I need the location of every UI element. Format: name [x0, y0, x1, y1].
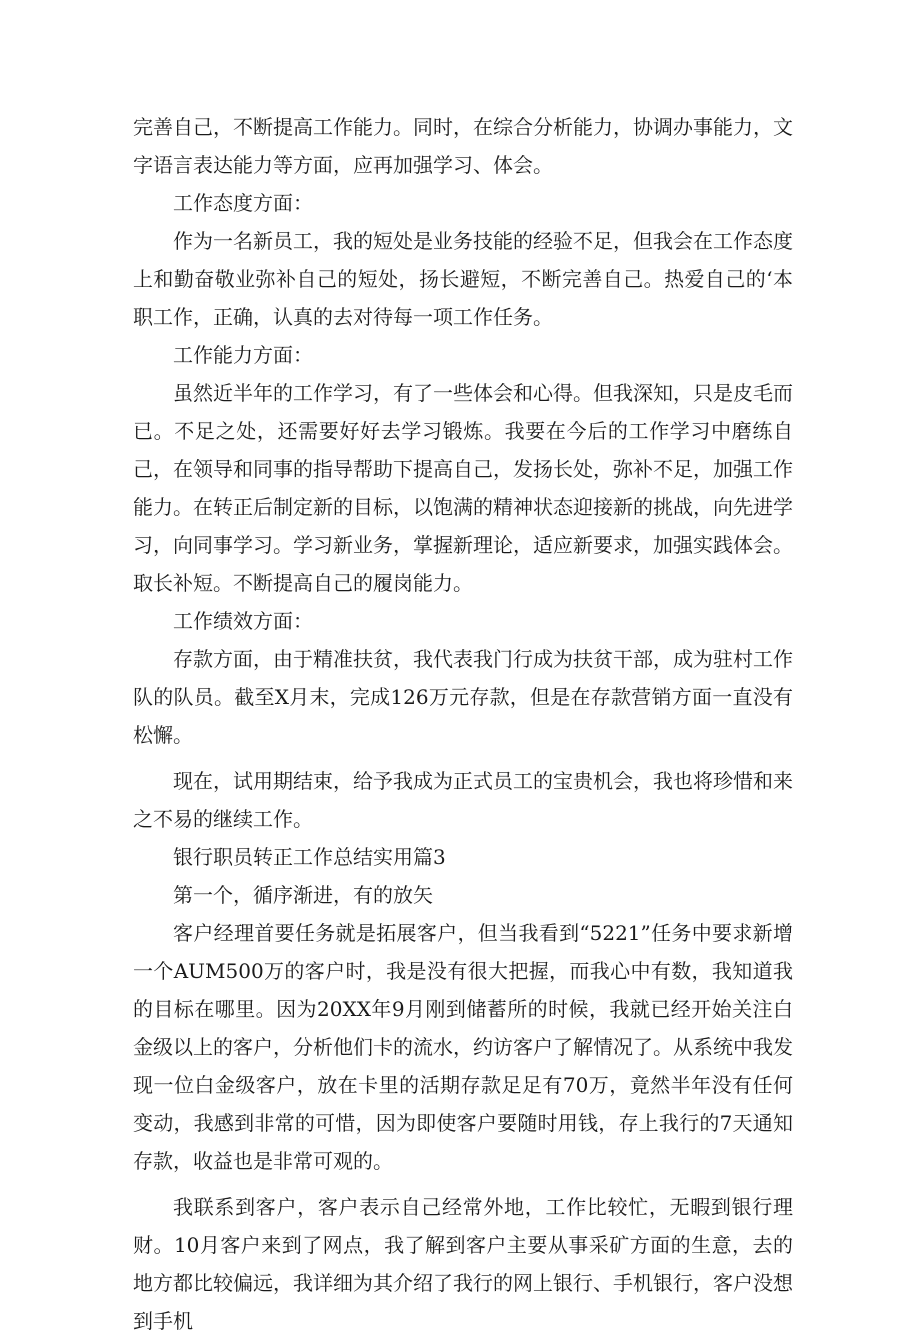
section-heading-ability: 工作能力方面：: [173, 343, 313, 367]
paragraph-customer-expansion: 客户经理首要任务就是拓展客户，但当我看到“5221”任务中要求新增一个AUM500万的客户时，我是没有很大把握，而我心中有数，我知道我的目标在哪里。因为20XX年9月刚到储蓄所的时候，我就已经开始关注白金级以上的客户，分析他们卡的流水，约访客户了解情况了。从系统中我发现一位白金级客户，放在卡里的活期存款足足有70万，竟然半年没有任何变动，我感到非常的可惜，因为即使客户要随时用钱，存上我行的7天通知存款，收益也是非常可观的。: [133, 921, 793, 1173]
paragraph-attitude: 作为一名新员工，我的短处是业务技能的经验不足，但我会在工作态度上和勤奋敬业弥补自己的短处，扬长避短，不断完善自己。热爱自己的‘本职工作，正确，认真的去对待每一项工作任务。: [133, 229, 793, 329]
paragraph-continued: 完善自己，不断提高工作能力。同时，在综合分析能力，协调办事能力，文字语言表达能力等方面，应再加强学习、体会。: [133, 115, 793, 177]
paragraph-performance: 存款方面，由于精准扶贫，我代表我门行成为扶贫干部，成为驻村工作队的队员。截至X月末，完成126万元存款，但是在存款营销方面一直没有松懈。: [133, 647, 793, 747]
section-heading-performance: 工作绩效方面：: [173, 609, 313, 633]
section-heading-attitude: 工作态度方面：: [173, 191, 313, 215]
document-body: [133, 108, 793, 1340]
subsection-heading-first: 第一个，循序渐进，有的放矢: [173, 883, 433, 907]
article-title: 银行职员转正工作总结实用篇3: [173, 845, 446, 869]
paragraph-customer-contact: 我联系到客户，客户表示自己经常外地，工作比较忙，无暇到银行理财。10月客户来到了网点，我了解到客户主要从事采矿方面的生意，去的地方都比较偏远，我详细为其介绍了我行的网上银行、手机银行，客户没想到手机: [133, 1195, 793, 1333]
paragraph-conclusion: 现在，试用期结束，给予我成为正式员工的宝贵机会，我也将珍惜和来之不易的继续工作。: [133, 769, 793, 831]
paragraph-ability: 虽然近半年的工作学习，有了一些体会和心得。但我深知，只是皮毛而已。不足之处，还需要好好去学习锻炼。我要在今后的工作学习中磨练自己，在领导和同事的指导帮助下提高自己，发扬长处，弥补不足，加强工作能力。在转正后制定新的目标，以饱满的精神状态迎接新的挑战，向先进学习，向同事学习。学习新业务，掌握新理论，适应新要求，加强实践体会。取长补短。不断提高自己的履岗能力。: [133, 381, 793, 595]
